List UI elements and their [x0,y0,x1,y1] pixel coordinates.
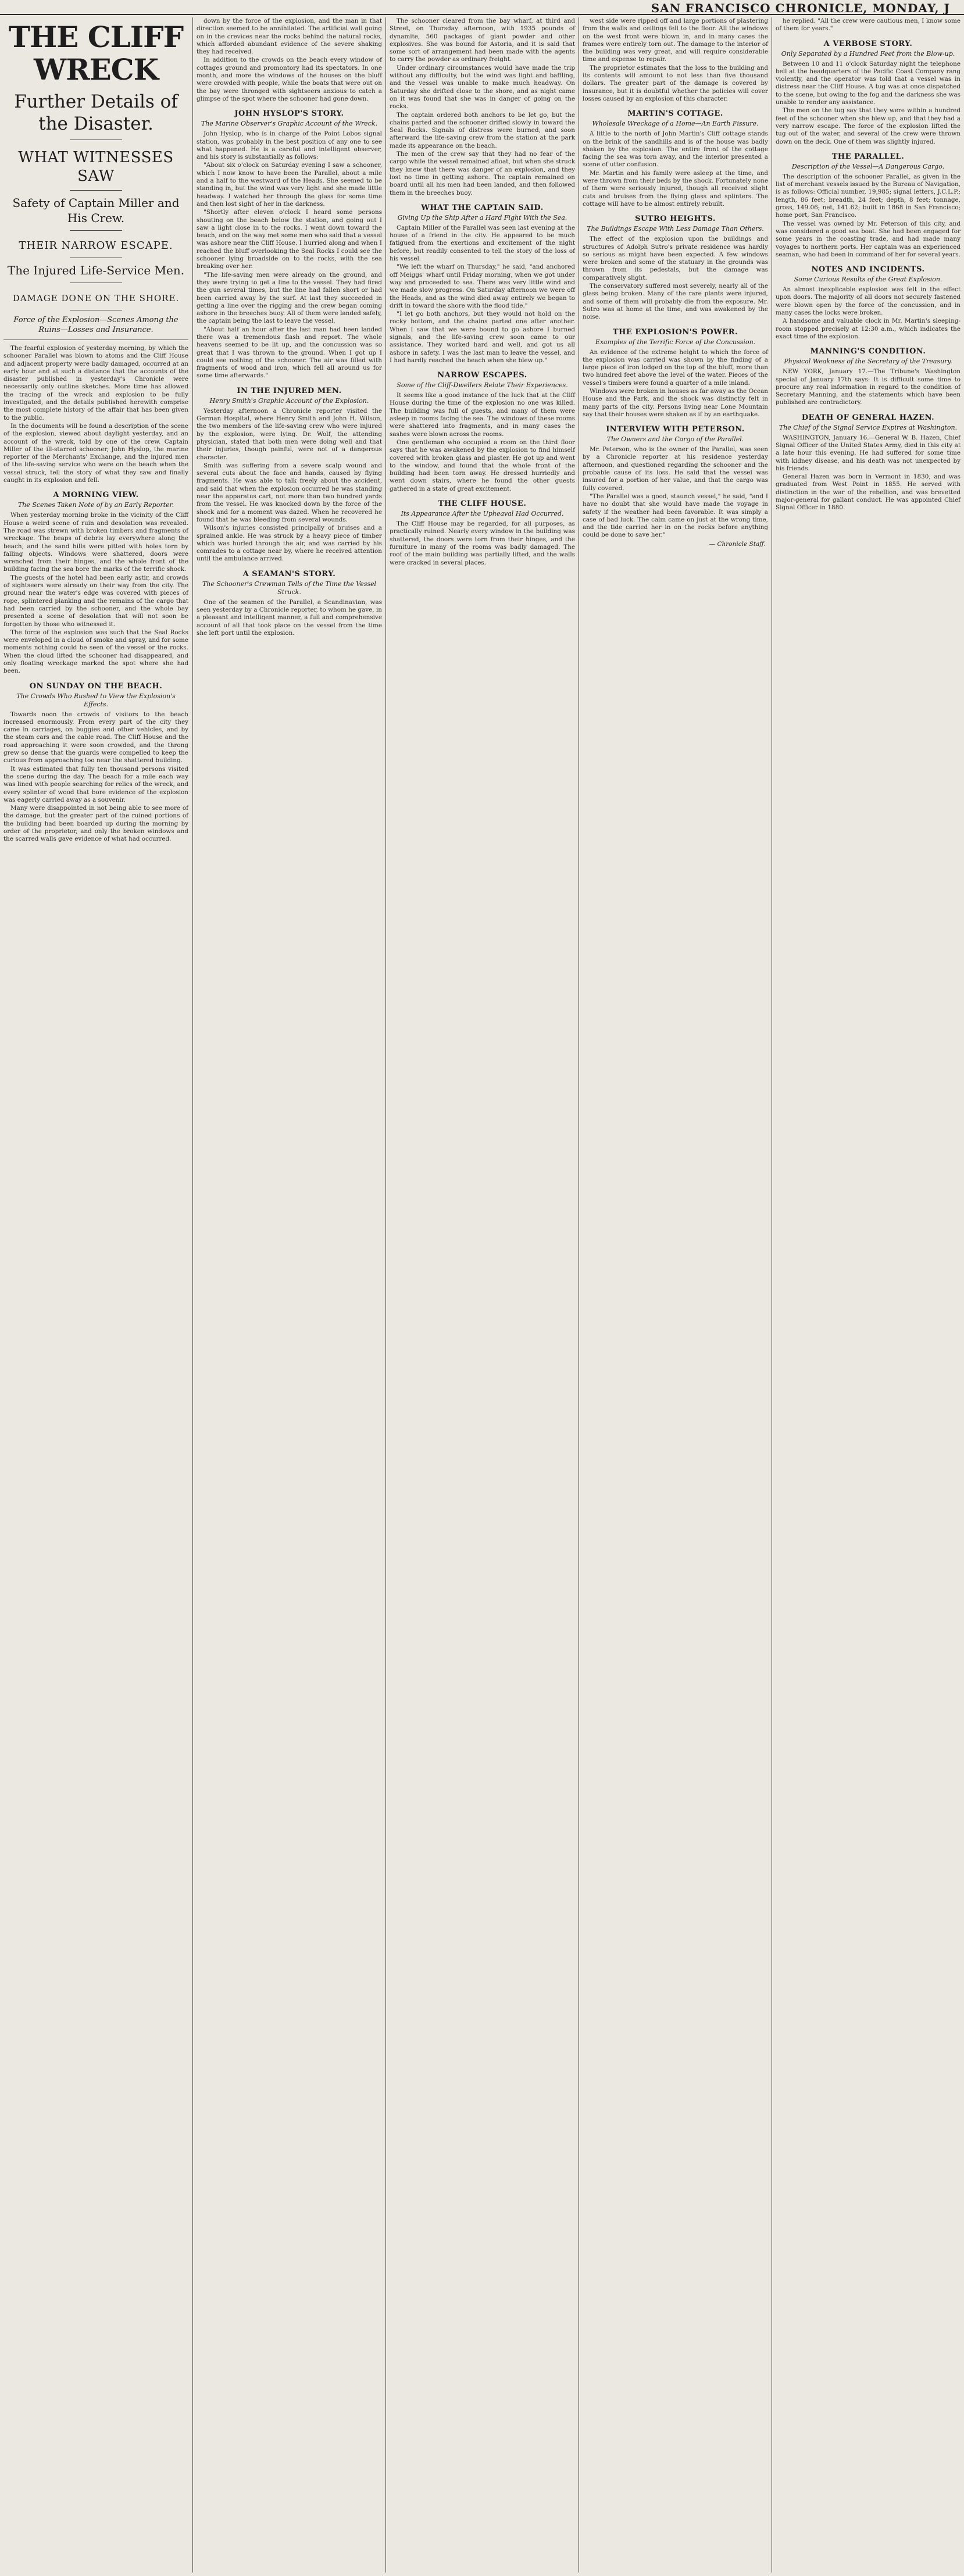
paragraph: The description of the schooner Parallel, as given in the list of merchant vessels issued by the Bureau of Navigation, is as follows: Official number, 19,985; signal letters, J.C.L.P.; length, 86 feet; breadth, 24 feet; depth, 8 feet; tonnage, gross, 149.06; net, 141.62; built in 1868 in San Francisco; home port, San Francisco. [776,173,961,219]
paragraph: "About half an hour after the last man had been landed there was a tremendous flash and report. The whole heavens seemed to be lit up, and the concussion was so great that I was thrown to the ground. When I got up I could see nothing of the schooner. The air was filled with fragments of wood and iron, which fell all around us for some time afterwards." [197,326,382,380]
section-subheading: Some of the Cliff-Dwellers Relate Their Experiences. [397,381,568,390]
paragraph: NEW YORK, January 17.—The Tribune's Washington special of January 17th says: It is difficult some time to procure any real information in regard to the condition of Secretary Manning, and the statements which have been published are contradictory. [776,368,961,406]
section-subheading: The Marine Observer's Graphic Account of the Wreck. [201,120,378,128]
paragraph: WASHINGTON, January 16.—General W. B. Hazen, Chief Signal Officer of the United States Army, died in this city at a late hour this evening. He had suffered for some time with kidney disease, and his death was not unexpected by his friends. [776,434,961,472]
section-subheading: Some Curious Results of the Great Explosion. [794,276,942,284]
paragraph: Smith was suffering from a severe scalp wound and several cuts about the face and hands, caused by flying fragments. He was able to talk freely about the accident, and said that when the explosion occurred he was standing near the apparatus cart, not more than two hundred yards from the vessel. He was knocked down by the force of the shock and for a moment was dazed. When he recovered he found that he was bleeding from several wounds. [197,462,382,523]
section-heading: A SEAMAN'S STORY. [242,569,336,578]
column-body [776,17,961,512]
section-heading: INTERVIEW WITH PETERSON. [606,425,745,434]
masthead-title: SAN FRANCISCO CHRONICLE, MONDAY, J [651,1,950,15]
column-5 [772,17,964,2573]
masthead [0,0,964,15]
paragraph: Between 10 and 11 o'clock Saturday night the telephone bell at the headquarters of the Pacific Coast Company rang violently, and the operator was told that a vessel was in distress near the Cliff House. A tug was at once dispatched to the scene, but owing to the fog and the darkness she was unable to render any assistance. [776,60,961,106]
section-heading: THE CLIFF HOUSE. [438,499,527,509]
paragraph: A handsome and valuable clock in Mr. Martin's sleeping-room stopped precisely at 12:30 a.m., which indicates the exact time of the explosion. [776,317,961,340]
paragraph: When yesterday morning broke in the vicinity of the Cliff House a weird scene of ruin and desolation was revealed. The road was strewn with broken timbers and fragments of wreckage. The heaps of debris lay everywhere along the beach, and the sand hills were pitted with holes torn by falling objects. Windows were shattered, doors were wrenched from their hinges, and the whole front of the building facing the sea bore the marks of the terrific shock. [3,512,188,573]
section-heading: THE PARALLEL. [831,152,905,161]
paragraph: A little to the north of John Martin's Cliff cottage stands on the brink of the sandhills and is of the house was badly shaken by the explosion. The entire front of the cottage facing the sea was torn away, and the interior presented a scene of utter confusion. [583,130,768,169]
deck-narrow-escape: THEIR NARROW ESCAPE. [19,240,173,252]
paragraph: west side were ripped off and large portions of plastering from the walls and ceilings fell to the floor. All the windows on the west front were blown in, and in many cases the frames were entirely torn out. The damage to the interior of the building was very great, and will require considerable time and expense to repair. [583,17,768,63]
divider [70,190,122,191]
paragraph: The force of the explosion was such that the Seal Rocks were enveloped in a cloud of smoke and spray, and for some moments nothing could be seen of the vessel or the rocks. When the cloud lifted the schooner had disappeared, and only floating wreckage marked the spot where she had been. [3,628,188,675]
signature: — Chronicle Staff. [709,540,766,548]
paragraph: In addition to the crowds on the beach every window of cottages ground and promontory had its spectators. In one month, and more the windows of the houses on the bluff were crowded with people, while the boats that were out on the bay were thronged with sightseers anxious to catch a glimpse of the spot where the schooner had gone down. [197,56,382,102]
section-heading: JOHN HYSLOP'S STORY. [234,109,344,119]
paragraph: down by the force of the explosion, and the man in that direction seemed to be annihilated. The artificial wall going on in the crevices near the rocks behind the natural rocks, which afforded abundant evidence of the severe shaking they had received. [197,17,382,56]
article-columns [0,17,964,2573]
paragraph: The men on the tug say that they were within a hundred feet of the schooner when she blew up, and that they had a very narrow escape. The force of the explosion lifted the tug out of the water, and several of the crew were thrown down on the deck. One of them was slightly injured. [776,107,961,145]
column-2 [193,17,385,2573]
paragraph: The Cliff House may be regarded, for all purposes, as practically ruined. Nearly every window in the building was shattered, the doors were torn from their hinges, and the furniture in many of the rooms was badly damaged. The roof of the main building was partially lifted, and the walls were cracked in several places. [390,520,575,566]
paragraph: "The Parallel was a good, staunch vessel," he said, "and I have no doubt that she would have made the voyage in safety if the weather had been favorable. It was simply a case of bad luck. The calm came on just at the wrong time, and the tide carried her in on the rocks before anything could be done to save her." [583,492,768,539]
headline-main: THE CLIFF WRECK [8,20,184,87]
section-heading: NARROW ESCAPES. [437,371,527,380]
section-heading: A MORNING VIEW. [53,491,139,500]
paragraph: "The life-saving men were already on the ground, and they were trying to get a line to the vessel. They had fired the gun several times, but the line had fallen short or had been carried away by the surf. At last they succeeded in getting a line over the rigging and the crew began coming ashore in the breeches buoy. All of them were landed safely, the captain being the last to leave the vessel. [197,271,382,325]
column-body [583,17,768,548]
paragraph: Mr. Martin and his family were asleep at the time, and were thrown from their beds by the shock. Fortunately none of them were seriously injured, though all received slight cuts and bruises from the flying glass and splinters. The cottage will have to be almost entirely rebuilt. [583,169,768,208]
paragraph: General Hazen was born in Vermont in 1830, and was graduated from West Point in 1855. He served with distinction in the war of the rebellion, and was brevetted major-general for gallant conduct. He was appointed Chief Signal Officer in 1880. [776,473,961,512]
paragraph: In the documents will be found a description of the scene of the explosion, viewed about daylight yesterday, and an account of the wreck, told by one of the crew. Captain Miller of the ill-starred schooner, John Hyslop, the marine reporter of the Merchants' Exchange, and the injured men of the life-saving service who were on the beach when the vessel struck, tell the story of what they saw and finally caught in its explosion and fell. [3,422,188,484]
section-subheading: The Schooner's Crewman Tells of the Time the Vessel Struck. [202,580,377,596]
paragraph: Captain Miller of the Parallel was seen last evening at the house of a friend in the city. He appeared to be much fatigued from the exertions and excitement of the night before, but readily consented to tell the story of the loss of his vessel. [390,224,575,263]
paragraph: Under ordinary circumstances would have made the trip without any difficulty, but the wind was light and baffling, and the vessel was unable to make much headway. On Saturday she drifted close to the shore, and as night came on it was found that she was in danger of going on the rocks. [390,64,575,110]
paragraph: One of the seamen of the Parallel, a Scandinavian, was seen yesterday by a Chronicle reporter, to whom he gave, in a pleasant and intelligent manner, a full and comprehensive account of all that took place on the vessel from the time she left port until the explosion. [197,598,382,637]
section-heading: MANNING'S CONDITION. [810,347,926,356]
paragraph: The vessel was owned by Mr. Peterson of this city, and was considered a good sea boat. She had been engaged for some years in the coasting trade, and had made many voyages to northern ports. Her captain was an experienced seaman, who had been in command of her for several years. [776,220,961,258]
column-body [390,17,575,567]
paragraph: Towards noon the crowds of visitors to the beach increased enormously. From every part of the city they came in carriages, on buggies and other vehicles, and by the steam cars and the cable road. The Cliff House and the road approaching it were soon crowded, and the throng grew so dense that the guards were compelled to keep the curious from approaching too near the shattered building. [3,710,188,764]
section-subheading: Description of the Vessel—A Dangerous Cargo. [791,162,945,170]
section-heading: THE EXPLOSION'S POWER. [612,327,738,337]
paragraph: Windows were broken in houses as far away as the Ocean House and the Park, and the shock was distinctly felt in many parts of the city. Persons living near Lone Mountain say that their houses were shaken as if by an earthquake. [583,387,768,418]
paragraph: The proprietor estimates that the loss to the building and its contents will amount to not less than five thousand dollars. The greater part of the damage is covered by insurance, but it is doubtful whether the policies will cover losses caused by an explosion of this character. [583,64,768,102]
section-heading: WHAT THE CAPTAIN SAID. [421,203,544,212]
deck-injured-men: The Injured Life-Service Men. [7,263,185,277]
paragraph: The captain ordered both anchors to be let go, but the chains parted and the schooner drifted slowly in toward the Seal Rocks. Signals of distress were burned, and soon afterward the life-saving crew from the station at the park made its appearance on the beach. [390,111,575,149]
section-subheading: Wholesale Wreckage of a Home—An Earth Fissure. [592,120,759,128]
section-subheading: Only Separated by a Hundred Feet from the Blow-up. [781,49,955,58]
paragraph: The fearful explosion of yesterday morning, by which the schooner Parallel was blown to atoms and the Cliff House and adjacent property were badly damaged, occurred at an early hour and at such a distance that the accounts of the disaster published in yesterday's Chronicle were necessarily only outline sketches. More time has allowed the tracing of the wreck and explosion to be fully investigated, and the details published herewith comprise the most complete history of the affair that has been given to the public. [3,345,188,421]
paragraph: The schooner cleared from the bay wharf, at third and Street, on Thursday afternoon, with 1935 pounds of dynamite, 560 packages of giant powder and other explosives. She was bound for Astoria, and it is said that some sort of arrangement had been made with the agents to carry the powder as ordinary freight. [390,17,575,63]
deck-safety-of-captain: Safety of Captain Miller and His Crew. [12,196,180,225]
column-1 [0,17,192,2573]
paragraph: It was estimated that fully ten thousand persons visited the scene during the day. The beach for a mile each way was lined with people searching for relics of the wreck, and every splinter of wood that bore evidence of the explosion was eagerly carried away as a souvenir. [3,765,188,803]
divider [70,230,122,231]
column-3 [386,17,579,2573]
column-body [197,17,382,637]
paragraph: The men of the crew say that they had no fear of the cargo while the vessel remained afloat, but when she struck they knew that there was danger of an explosion, and they lost no time in getting ashore. The captain remained on board until all his men had been landed, and then followed them in the breeches buoy. [390,151,575,196]
section-subheading: Henry Smith's Graphic Account of the Explosion. [209,396,369,405]
paragraph: "Shortly after eleven o'clock I heard some persons shouting on the beach below the station, and going out I saw a light close in to the rocks. I went down toward the beach, and on the way met some men who said that a vessel was ashore near the Cliff House. I hurried along and when I reached the bluff overlooking the Seal Rocks I could see the schooner lying broadside on to the rocks, with the sea breaking over her. [197,209,382,270]
paragraph: The guests of the hotel had been early astir, and crowds of sightseers were already on their way from the city. The ground near the water's edge was covered with pieces of rope, splintered planking and the remains of the cargo that had been carried by the schooner, and the whole bay presented a scene of desolation that will not soon be forgotten by those who witnessed it. [3,574,188,628]
section-subheading: The Owners and the Cargo of the Parallel. [606,435,744,444]
section-subheading: The Buildings Escape With Less Damage Than Others. [587,225,764,233]
section-heading: NOTES AND INCIDENTS. [811,265,925,274]
section-subheading: Examples of the Terrific Force of the Concussion. [595,338,756,346]
paragraph: "About six o'clock on Saturday evening I saw a schooner, which I now know to have been the Parallel, about a mile and a half to the westward of the Heads. She seemed to be standing in, but the wind was very light and she made little headway. I watched her through the glass for some time and then lost sight of her in the darkness. [197,162,382,208]
section-subheading: The Chief of the Signal Service Expires at Washington. [779,423,958,431]
paragraph: "We left the wharf on Thursday," he said, "and anchored off Meiggs' wharf until Friday morning, when we got under way and proceeded to sea. There was very little wind and we made slow progress. On Saturday afternoon we were off the Heads, and as the wind died away entirely we began to drift in toward the shore with the flood tide." [390,263,575,309]
column-4 [579,17,772,2573]
section-subheading: Giving Up the Ship After a Hard Fight With the Sea. [397,213,567,221]
paragraph: An almost inexplicable explosion was felt in the effect upon doors. The majority of all doors not securely fastened were blown open by the force of the concussion, and in many cases the locks were broken. [776,286,961,317]
paragraph: Yesterday afternoon a Chronicle reporter visited the German Hospital, where Henry Smith and John H. Wilson, the two members of the life-saving crew who were injured by the explosion, were lying. Dr. Wolf, the attending physician, stated that both men were doing well and that their injuries, though painful, were not of a dangerous character. [197,407,382,461]
paragraph: John Hyslop, who is in charge of the Point Lobos signal station, was probably in the best position of any one to see what happened. He is a careful and intelligent observer, and his story is substantially as follows: [197,130,382,161]
section-heading: MARTIN'S COTTAGE. [627,109,723,119]
paragraph: Wilson's injuries consisted principally of bruises and a sprained ankle. He was struck by a heavy piece of timber which was hurled through the air, and was carried by his comrades to a cottage near by, where he received attention until the ambulance arrived. [197,524,382,563]
section-subheading: The Scenes Taken Note of by an Early Reporter. [17,501,174,509]
paragraph: Many were disappointed in not being able to see more of the damage, but the greater part of the ruined portions of the building had been boarded up during the morning by order of the proprietor, and only the broken windows and the scarred walls gave evidence of what had occurred. [3,805,188,843]
column-body [3,345,188,844]
paragraph: One gentleman who occupied a room on the third floor says that he was awakened by the explosion to find himself covered with broken glass and plaster. He got up and went to the window, and found that the whole front of the building had been torn away. He dressed hurriedly and went down stairs, where he found the other guests gathered in a state of great excitement. [390,438,575,492]
paragraph: Mr. Peterson, who is the owner of the Parallel, was seen by a Chronicle reporter at his residence yesterday afternoon, and questioned regarding the schooner and the probable cause of its loss. He said that the vessel was insured for a portion of her value, and that the cargo was fully covered. [583,446,768,492]
section-heading: SUTRO HEIGHTS. [635,215,716,224]
paragraph: It seems like a good instance of the luck that at the Cliff House during the time of the explosion no one was killed. The building was full of guests, and many of them were asleep in rooms facing the sea. The windows of these rooms were shattered into fragments, and in many cases the sashes were blown across the rooms. [390,392,575,438]
section-heading: A VERBOSE STORY. [823,39,913,48]
paragraph: he replied. "All the crew were cautious men, I know some of them for years." [776,17,961,33]
paragraph: "I let go both anchors, but they would not hold on the rocky bottom, and the chains parted one after another. When I saw that we were bound to go ashore I burned signals, and the life-saving crew soon came to our assistance. They worked hard and well, and got us all ashore in safety. I was the last man to leave the vessel, and I had hardly reached the beach when she blew up." [390,310,575,364]
deck-further-details: Further Details of the Disaster. [14,91,178,134]
section-heading: ON SUNDAY ON THE BEACH. [29,681,163,691]
paragraph: The conservatory suffered most severely, nearly all of the glass being broken. Many of the rare plants were injured, and some of them will probably die from the exposure. Mr. Sutro was at home at the time, and was awakened by the noise. [583,283,768,321]
section-subheading: Physical Weakness of the Secretary of the Treasury. [784,358,952,366]
section-subheading: The Crowds Who Rushed to View the Explosion's Effects. [16,692,176,708]
section-heading: IN THE INJURED MEN. [237,386,342,395]
deck-summary: Force of the Explosion—Scenes Among the Ruins—Losses and Insurance. [13,316,178,334]
deck-what-witnesses-saw: WHAT WITNESSES SAW [18,149,174,185]
section-subheading: Its Appearance After the Upheaval Had Occurred. [401,510,564,518]
section-heading: DEATH OF GENERAL HAZEN. [801,413,935,422]
deck-damage-done: DAMAGE DONE ON THE SHORE. [12,293,180,303]
paragraph: The effect of the explosion upon the buildings and structures of Adolph Sutro's private residence was hardly so serious as might have been expected. A few windows were broken and some of the statuary in the grounds was thrown from its pedestals, but the damage was comparatively slight. [583,235,768,281]
paragraph: An evidence of the extreme height to which the force of the explosion was carried was shown by the finding of a large piece of iron lodged on the top of the bluff, more than two hundred feet above the level of the water. Pieces of the vessel's timbers were found a quarter of a mile inland. [583,348,768,387]
